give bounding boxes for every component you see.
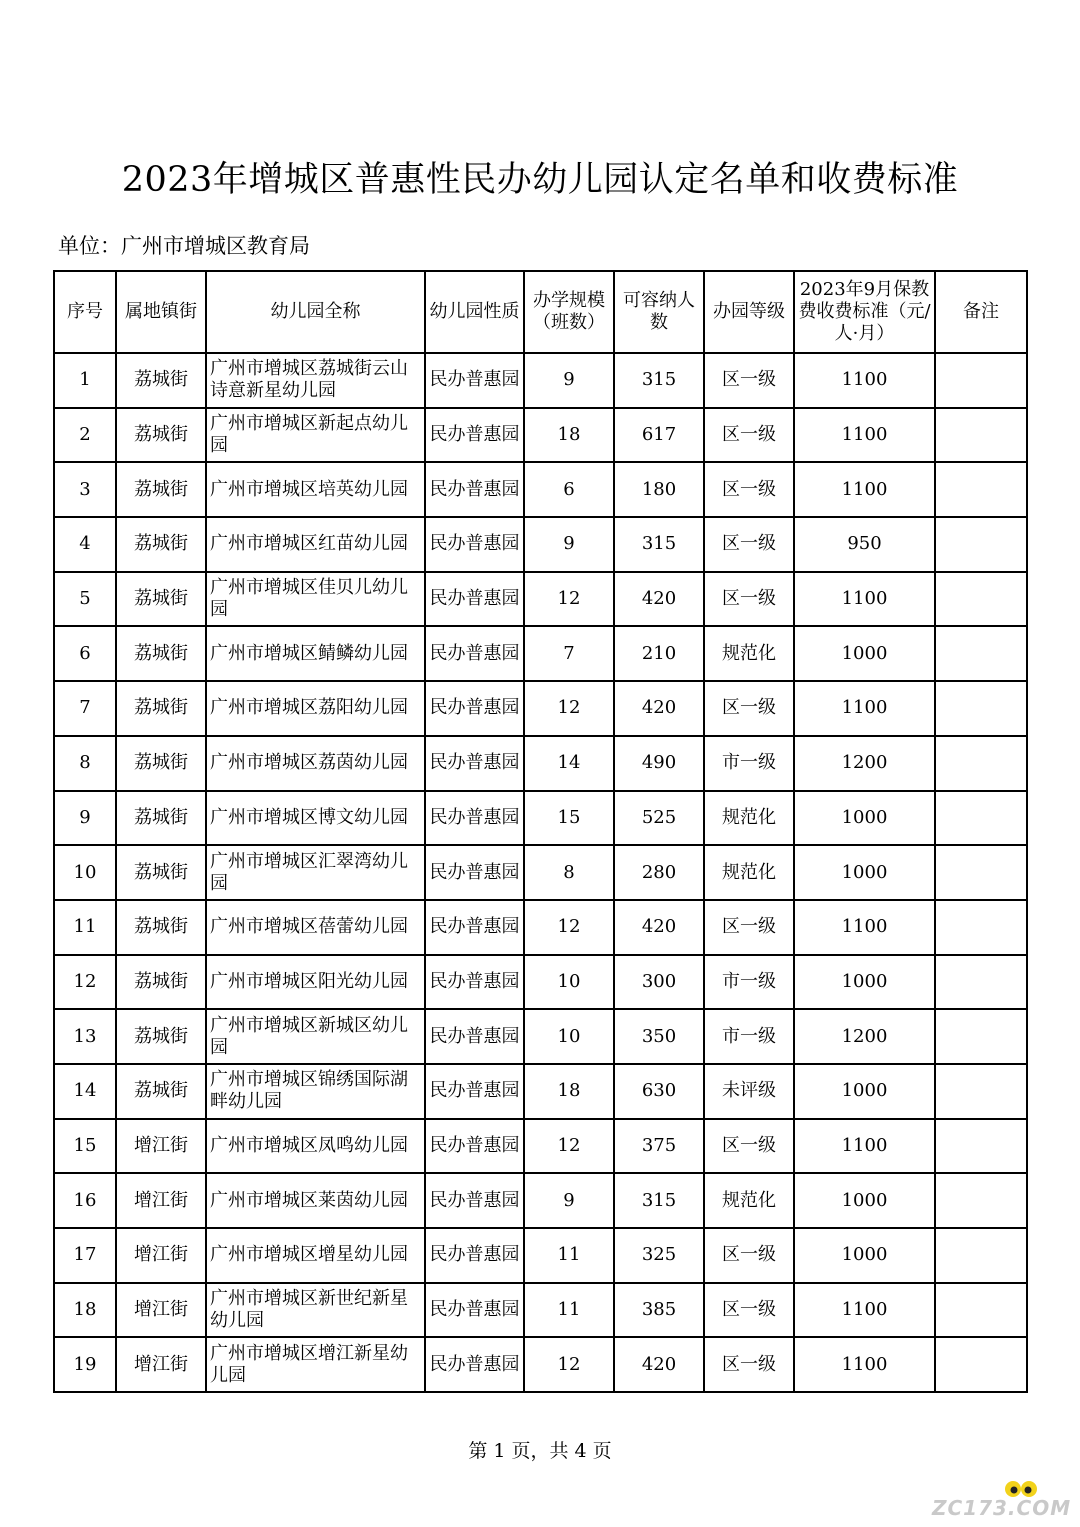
cell-index: 17 (54, 1228, 116, 1283)
cell-grade: 区一级 (704, 572, 794, 627)
cell-grade: 规范化 (704, 845, 794, 900)
cell-grade: 区一级 (704, 408, 794, 463)
cell-full-name: 广州市增城区汇翠湾幼儿园 (206, 845, 425, 900)
cell-fee: 1000 (794, 1173, 935, 1228)
cell-scale: 6 (524, 462, 614, 517)
cell-fee: 1000 (794, 1064, 935, 1119)
cell-street: 增江街 (116, 1119, 206, 1174)
cell-index: 8 (54, 736, 116, 791)
cell-fee: 1000 (794, 955, 935, 1010)
cell-fee: 1100 (794, 353, 935, 408)
cell-capacity: 375 (614, 1119, 704, 1174)
cell-nature: 民办普惠园 (425, 1283, 524, 1338)
cell-grade: 市一级 (704, 1009, 794, 1064)
cell-grade: 区一级 (704, 900, 794, 955)
cell-full-name: 广州市增城区锦绣国际湖畔幼儿园 (206, 1064, 425, 1119)
cell-remarks (935, 1337, 1027, 1392)
cell-fee: 1000 (794, 791, 935, 846)
header-grade: 办园等级 (704, 271, 794, 353)
cell-capacity: 315 (614, 1173, 704, 1228)
header-nature: 幼儿园性质 (425, 271, 524, 353)
cell-street: 荔城街 (116, 681, 206, 736)
cell-remarks (935, 1228, 1027, 1283)
cell-capacity: 420 (614, 1337, 704, 1392)
table-row (54, 462, 1027, 517)
cell-remarks (935, 955, 1027, 1010)
cell-capacity: 350 (614, 1009, 704, 1064)
cell-full-name: 广州市增城区增江新星幼儿园 (206, 1337, 425, 1392)
cell-remarks (935, 626, 1027, 681)
cell-scale: 12 (524, 1337, 614, 1392)
cell-remarks (935, 791, 1027, 846)
cell-street: 荔城街 (116, 408, 206, 463)
cell-scale: 11 (524, 1283, 614, 1338)
cell-remarks (935, 517, 1027, 572)
cell-street: 荔城街 (116, 572, 206, 627)
cell-grade: 市一级 (704, 955, 794, 1010)
cell-scale: 15 (524, 791, 614, 846)
cell-full-name: 广州市增城区博文幼儿园 (206, 791, 425, 846)
page-title: 2023年增城区普惠性民办幼儿园认定名单和收费标准 (121, 160, 959, 200)
table-row (54, 736, 1027, 791)
watermark-text: ZC173.COM (932, 1496, 1072, 1520)
cell-full-name: 广州市增城区培英幼儿园 (206, 462, 425, 517)
cell-fee: 1000 (794, 845, 935, 900)
table-row (54, 681, 1027, 736)
cell-nature: 民办普惠园 (425, 845, 524, 900)
cell-index: 5 (54, 572, 116, 627)
header-full-name: 幼儿园全称 (206, 271, 425, 353)
cell-grade: 区一级 (704, 1228, 794, 1283)
cell-scale: 12 (524, 900, 614, 955)
cell-remarks (935, 1283, 1027, 1338)
cell-full-name: 广州市增城区红苗幼儿园 (206, 517, 425, 572)
cell-capacity: 300 (614, 955, 704, 1010)
cell-index: 9 (54, 791, 116, 846)
cell-fee: 950 (794, 517, 935, 572)
cell-street: 荔城街 (116, 1009, 206, 1064)
cell-capacity: 420 (614, 900, 704, 955)
cell-nature: 民办普惠园 (425, 517, 524, 572)
cell-nature: 民办普惠园 (425, 462, 524, 517)
table-row (54, 408, 1027, 463)
cell-index: 10 (54, 845, 116, 900)
cell-index: 12 (54, 955, 116, 1010)
cell-fee: 1100 (794, 900, 935, 955)
cell-remarks (935, 1119, 1027, 1174)
cell-index: 16 (54, 1173, 116, 1228)
cell-full-name: 广州市增城区新世纪新星幼儿园 (206, 1283, 425, 1338)
header-street: 属地镇街 (116, 271, 206, 353)
table-row (54, 1119, 1027, 1174)
cell-fee: 1100 (794, 408, 935, 463)
cell-remarks (935, 900, 1027, 955)
cell-grade: 区一级 (704, 353, 794, 408)
cell-index: 15 (54, 1119, 116, 1174)
cell-street: 荔城街 (116, 626, 206, 681)
cell-nature: 民办普惠园 (425, 408, 524, 463)
cell-street: 荔城街 (116, 353, 206, 408)
cell-capacity: 617 (614, 408, 704, 463)
cell-scale: 12 (524, 681, 614, 736)
cell-index: 7 (54, 681, 116, 736)
cell-grade: 规范化 (704, 791, 794, 846)
cell-full-name: 广州市增城区新城区幼儿园 (206, 1009, 425, 1064)
cell-fee: 1000 (794, 626, 935, 681)
table-row (54, 517, 1027, 572)
cell-index: 14 (54, 1064, 116, 1119)
table-row (54, 791, 1027, 846)
cell-street: 荔城街 (116, 736, 206, 791)
cell-remarks (935, 1064, 1027, 1119)
cell-remarks (935, 1173, 1027, 1228)
header-capacity: 可容纳人数 (614, 271, 704, 353)
table-row (54, 1173, 1027, 1228)
cell-nature: 民办普惠园 (425, 1173, 524, 1228)
cell-capacity: 315 (614, 353, 704, 408)
cell-grade: 区一级 (704, 1119, 794, 1174)
cell-nature: 民办普惠园 (425, 955, 524, 1010)
cell-index: 4 (54, 517, 116, 572)
cell-street: 荔城街 (116, 845, 206, 900)
table-row (54, 353, 1027, 408)
cell-scale: 10 (524, 1009, 614, 1064)
cell-fee: 1100 (794, 1119, 935, 1174)
table-row (54, 1283, 1027, 1338)
cell-nature: 民办普惠园 (425, 900, 524, 955)
cell-grade: 未评级 (704, 1064, 794, 1119)
cell-scale: 9 (524, 517, 614, 572)
cell-fee: 1100 (794, 462, 935, 517)
cell-fee: 1200 (794, 1009, 935, 1064)
cell-street: 荔城街 (116, 791, 206, 846)
cell-street: 增江街 (116, 1228, 206, 1283)
cell-nature: 民办普惠园 (425, 791, 524, 846)
cell-remarks (935, 736, 1027, 791)
cell-index: 13 (54, 1009, 116, 1064)
cell-scale: 9 (524, 1173, 614, 1228)
cell-fee: 1200 (794, 736, 935, 791)
cell-grade: 规范化 (704, 626, 794, 681)
table-row (54, 1009, 1027, 1064)
cell-capacity: 525 (614, 791, 704, 846)
header-remarks: 备注 (935, 271, 1027, 353)
cell-full-name: 广州市增城区新起点幼儿园 (206, 408, 425, 463)
cell-remarks (935, 845, 1027, 900)
table-row (54, 955, 1027, 1010)
table-header-row (54, 271, 1027, 353)
cell-remarks (935, 353, 1027, 408)
cell-grade: 区一级 (704, 681, 794, 736)
table-row (54, 572, 1027, 627)
cell-index: 6 (54, 626, 116, 681)
cell-index: 2 (54, 408, 116, 463)
issuing-unit: 单位：广州市增城区教育局 (58, 234, 310, 258)
cell-index: 1 (54, 353, 116, 408)
cell-scale: 7 (524, 626, 614, 681)
cell-full-name: 广州市增城区增星幼儿园 (206, 1228, 425, 1283)
cell-remarks (935, 408, 1027, 463)
cell-grade: 区一级 (704, 1283, 794, 1338)
cell-nature: 民办普惠园 (425, 1228, 524, 1283)
cell-nature: 民办普惠园 (425, 1119, 524, 1174)
cell-full-name: 广州市增城区蓓蕾幼儿园 (206, 900, 425, 955)
cell-full-name: 广州市增城区凤鸣幼儿园 (206, 1119, 425, 1174)
cell-street: 增江街 (116, 1337, 206, 1392)
cell-index: 19 (54, 1337, 116, 1392)
cell-nature: 民办普惠园 (425, 1337, 524, 1392)
cell-index: 11 (54, 900, 116, 955)
cell-capacity: 630 (614, 1064, 704, 1119)
cell-capacity: 325 (614, 1228, 704, 1283)
cell-scale: 12 (524, 1119, 614, 1174)
cell-scale: 18 (524, 408, 614, 463)
cell-street: 荔城街 (116, 517, 206, 572)
cell-full-name: 广州市增城区佳贝儿幼儿园 (206, 572, 425, 627)
cell-nature: 民办普惠园 (425, 736, 524, 791)
cell-street: 增江街 (116, 1283, 206, 1338)
table-row (54, 1064, 1027, 1119)
cell-full-name: 广州市增城区荔城街云山诗意新星幼儿园 (206, 353, 425, 408)
kindergarten-table (53, 270, 1028, 1393)
cell-scale: 10 (524, 955, 614, 1010)
cell-capacity: 385 (614, 1283, 704, 1338)
cell-grade: 区一级 (704, 462, 794, 517)
table-row (54, 1337, 1027, 1392)
cell-remarks (935, 572, 1027, 627)
cell-street: 荔城街 (116, 1064, 206, 1119)
cell-capacity: 420 (614, 572, 704, 627)
header-fee: 2023年9月保教费收费标准（元/人·月） (794, 271, 935, 353)
cell-nature: 民办普惠园 (425, 1009, 524, 1064)
cell-remarks (935, 1009, 1027, 1064)
cell-nature: 民办普惠园 (425, 572, 524, 627)
cell-full-name: 广州市增城区荔阳幼儿园 (206, 681, 425, 736)
cell-fee: 1100 (794, 681, 935, 736)
cell-full-name: 广州市增城区阳光幼儿园 (206, 955, 425, 1010)
cell-scale: 14 (524, 736, 614, 791)
cell-street: 荔城街 (116, 900, 206, 955)
cell-capacity: 490 (614, 736, 704, 791)
cell-scale: 12 (524, 572, 614, 627)
cell-full-name: 广州市增城区莱茵幼儿园 (206, 1173, 425, 1228)
page-number: 第 1 页，共 4 页 (468, 1440, 612, 1462)
cell-capacity: 315 (614, 517, 704, 572)
cell-nature: 民办普惠园 (425, 1064, 524, 1119)
table-row (54, 626, 1027, 681)
cell-full-name: 广州市增城区鲭鳞幼儿园 (206, 626, 425, 681)
cell-scale: 18 (524, 1064, 614, 1119)
cell-full-name: 广州市增城区荔茵幼儿园 (206, 736, 425, 791)
header-scale: 办学规模（班数） (524, 271, 614, 353)
cell-remarks (935, 462, 1027, 517)
header-index: 序号 (54, 271, 116, 353)
cell-street: 荔城街 (116, 462, 206, 517)
cell-capacity: 210 (614, 626, 704, 681)
cell-nature: 民办普惠园 (425, 681, 524, 736)
cell-remarks (935, 681, 1027, 736)
cell-capacity: 420 (614, 681, 704, 736)
cell-capacity: 180 (614, 462, 704, 517)
cell-street: 增江街 (116, 1173, 206, 1228)
table-body (54, 353, 1027, 1392)
cell-fee: 1100 (794, 572, 935, 627)
cell-capacity: 280 (614, 845, 704, 900)
cell-fee: 1100 (794, 1337, 935, 1392)
cell-fee: 1000 (794, 1228, 935, 1283)
cell-grade: 区一级 (704, 517, 794, 572)
cell-nature: 民办普惠园 (425, 353, 524, 408)
cell-index: 3 (54, 462, 116, 517)
cell-index: 18 (54, 1283, 116, 1338)
watermark-logo (932, 1478, 1072, 1522)
table-row (54, 900, 1027, 955)
cell-nature: 民办普惠园 (425, 626, 524, 681)
cell-grade: 市一级 (704, 736, 794, 791)
table-row (54, 845, 1027, 900)
cell-grade: 区一级 (704, 1337, 794, 1392)
cell-scale: 8 (524, 845, 614, 900)
cell-grade: 规范化 (704, 1173, 794, 1228)
cell-street: 荔城街 (116, 955, 206, 1010)
cell-scale: 9 (524, 353, 614, 408)
cell-scale: 11 (524, 1228, 614, 1283)
cell-fee: 1100 (794, 1283, 935, 1338)
table-row (54, 1228, 1027, 1283)
